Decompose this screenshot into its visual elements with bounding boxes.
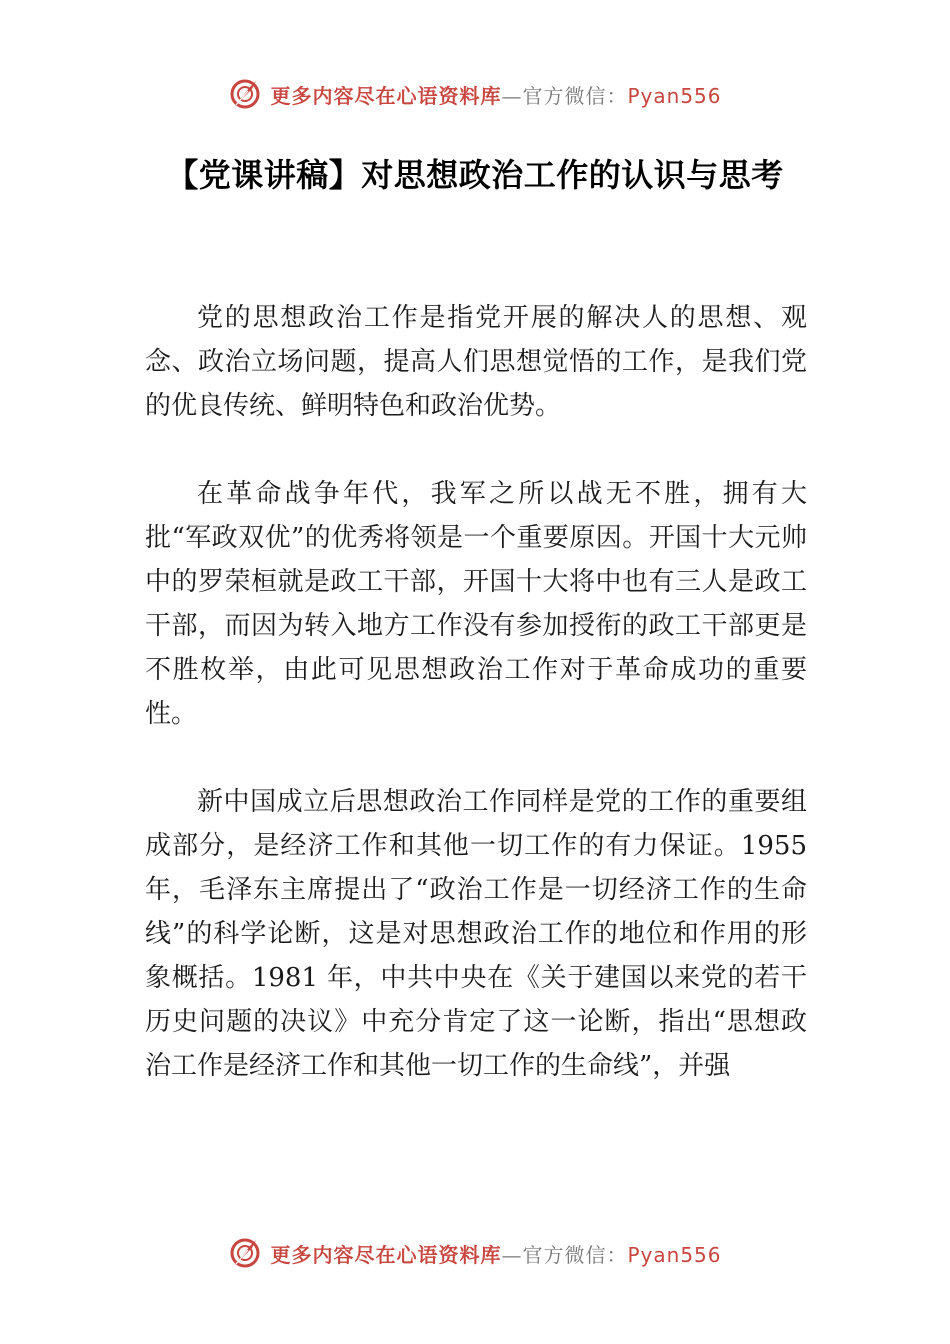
paragraph-2: 在革命战争年代，我军之所以战无不胜，拥有大批“军政双优”的优秀将领是一个重要原因。开国十大元帅中的罗荣桓就是政工干部，开国十大将中也有三人是政工干部，而因为转入地方工作没有参加授衔的政工干部更是不胜枚举，由此可见思想政治工作对于革命成功的重要性。 <box>145 479 807 729</box>
header-wechat-label: 官方微信： <box>522 83 628 108</box>
footer-promo-text: 更多内容尽在心语资料库 <box>270 1242 502 1267</box>
paragraph-1: 党的思想政治工作是指党开展的解决人的思想、观念、政治立场问题，提高人们思想觉悟的工作，是我们党的优良传统、鲜明特色和政治优势。 <box>145 303 807 421</box>
quill-logo-icon <box>228 77 262 111</box>
header-wechat-id: Pyan556 <box>627 83 722 108</box>
header-promo-text: 更多内容尽在心语资料库 <box>270 83 502 108</box>
header-dash: — <box>501 83 523 108</box>
header-banner <box>0 74 950 114</box>
quill-logo-icon <box>228 1236 262 1270</box>
paragraph-3: 新中国成立后思想政治工作同样是党的工作的重要组成部分，是经济工作和其他一切工作的有力保证。1955年，毛泽东主席提出了“政治工作是一切经济工作的生命线”的科学论断，这是对思想政治工作的地位和作用的形象概括。1981 年，中共中央在《关于建国以来党的若干历史问题的决议》中充分肯定了这一论断，指出“思想政治工作是经济工作和其他一切工作的生命线”，并强 <box>145 787 807 1081</box>
footer-dash: — <box>501 1242 523 1267</box>
footer-wechat-label: 官方微信： <box>522 1242 628 1267</box>
footer-banner <box>0 1233 950 1273</box>
header-promo <box>270 80 721 109</box>
footer-promo <box>270 1239 721 1268</box>
page-title: 【党课讲稿】对思想政治工作的认识与思考 <box>166 156 784 194</box>
document-body <box>145 296 807 1132</box>
footer-wechat-id: Pyan556 <box>627 1242 722 1267</box>
